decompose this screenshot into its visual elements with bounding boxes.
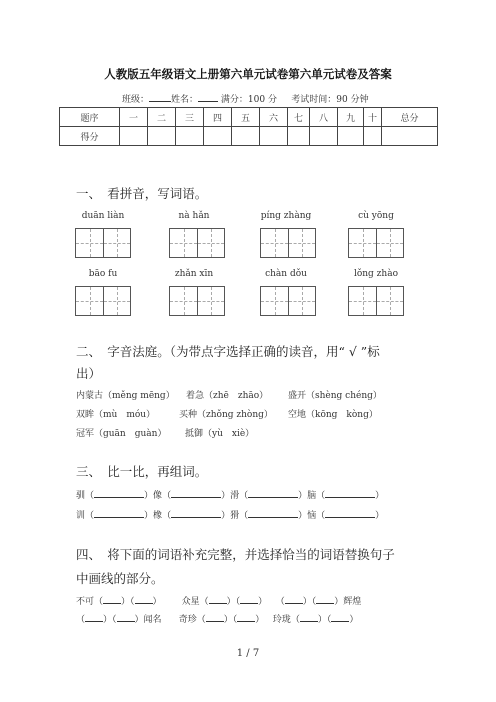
header-cell: 十 <box>364 108 382 127</box>
pronunciation-option[interactable]: 双眸（mù móu） <box>76 410 156 420</box>
header-cell: 题序 <box>60 108 120 127</box>
score-cell[interactable] <box>288 127 310 146</box>
score-cell[interactable] <box>338 127 364 146</box>
pinyin-label: cù yōng <box>358 211 394 221</box>
answer-blank[interactable] <box>171 488 221 498</box>
answer-blank[interactable] <box>300 612 318 622</box>
answer-blank[interactable] <box>171 508 221 518</box>
answer-blank[interactable] <box>325 508 375 518</box>
compare-row-2: 训（ ）橡（ ）猾（ ）恼（ ） <box>76 508 384 521</box>
char-label: 像 <box>153 491 163 501</box>
score-cell[interactable] <box>364 127 382 146</box>
header-cell: 九 <box>338 108 364 127</box>
score-cell[interactable] <box>260 127 288 146</box>
score-cell[interactable] <box>120 127 148 146</box>
idiom-text: 不可 <box>76 597 95 607</box>
pinyin-label: píng zhàng <box>260 211 312 221</box>
char-label: 橡 <box>153 511 163 521</box>
header-cell: 三 <box>176 108 204 127</box>
score-cell[interactable] <box>204 127 232 146</box>
score-table <box>59 107 438 146</box>
idiom-row-1: 不可（ ）（ ） 众星（ ）（ ） （ ）（ ）辉煌 <box>76 594 361 607</box>
answer-blank[interactable] <box>94 488 144 498</box>
name-label: 姓名： <box>171 95 199 105</box>
header-cell: 二 <box>148 108 176 127</box>
writing-grid[interactable] <box>348 228 404 258</box>
section1-heading: 一、 看拼音，写词语。 <box>76 186 208 201</box>
answer-blank[interactable] <box>285 594 303 604</box>
answer-blank[interactable] <box>325 488 375 498</box>
writing-grid[interactable] <box>348 286 404 316</box>
answer-blank[interactable] <box>103 594 121 604</box>
answer-blank[interactable] <box>117 612 135 622</box>
section3-heading: 三、 比一比，再组词。 <box>76 464 208 479</box>
header-cell: 四 <box>204 108 232 127</box>
pinyin-label: duān liàn <box>81 211 125 221</box>
answer-blank[interactable] <box>331 612 349 622</box>
answer-blank[interactable] <box>316 594 334 604</box>
total-score-cell[interactable] <box>382 127 438 146</box>
class-blank[interactable] <box>149 101 171 102</box>
answer-blank[interactable] <box>248 508 298 518</box>
document-title: 人教版五年级语文上册第六单元试卷第六单元试卷及答案 <box>104 67 392 81</box>
section4-heading-line2: 中画线的部分。 <box>76 571 164 586</box>
idiom-text: 众星 <box>181 597 200 607</box>
header-cell: 八 <box>310 108 338 127</box>
answer-blank[interactable] <box>135 594 153 604</box>
pronunciation-option[interactable]: 空地（kōng kòng） <box>288 410 378 420</box>
idiom-text: 辉煌 <box>343 597 362 607</box>
header-cell: 五 <box>232 108 260 127</box>
pinyin-label: lǒng zhào <box>353 269 399 279</box>
pronunciation-option[interactable]: 着急（zhē zhāo） <box>186 391 269 401</box>
answer-blank[interactable] <box>94 508 144 518</box>
char-label: 恼 <box>307 511 317 521</box>
answer-blank[interactable] <box>85 612 103 622</box>
name-blank[interactable] <box>198 101 218 102</box>
idiom-text: 玲珑 <box>272 615 291 625</box>
pronunciation-option[interactable]: 抵御（yù xiè） <box>185 429 255 439</box>
idiom-row-2: （ ）（ ）闻名 奇珍（ ）（ ） 玲珑（ ）（ ） <box>76 612 358 625</box>
header-cell: 六 <box>260 108 288 127</box>
char-label: 滑 <box>230 491 240 501</box>
answer-blank[interactable] <box>237 612 255 622</box>
idiom-text: 闻名 <box>143 615 162 625</box>
exam-info-line <box>122 92 369 105</box>
answer-blank[interactable] <box>209 594 227 604</box>
pronunciation-option[interactable]: 盛开（shèng chéng） <box>288 391 382 401</box>
class-label: 班级： <box>122 95 150 105</box>
score-cell[interactable] <box>232 127 260 146</box>
writing-grid[interactable] <box>75 286 131 316</box>
writing-grid[interactable] <box>75 228 131 258</box>
pronunciation-option[interactable]: 冠军（guān guàn） <box>76 429 167 439</box>
pronunciation-option[interactable]: 买种（zhǒng zhòng） <box>179 410 273 420</box>
page-number: 1 / 7 <box>236 648 260 659</box>
writing-grid[interactable] <box>260 286 316 316</box>
score-table-score-row <box>60 127 438 146</box>
pinyin-label: nà hǎn <box>178 211 210 221</box>
pinyin-label: zhǎn xīn <box>174 269 214 279</box>
score-cell[interactable] <box>148 127 176 146</box>
score-cell[interactable] <box>310 127 338 146</box>
answer-blank[interactable] <box>240 594 258 604</box>
pronunciation-option[interactable]: 内蒙古（měng mēng） <box>76 391 175 401</box>
header-cell: 总分 <box>382 108 438 127</box>
writing-grid[interactable] <box>260 228 316 258</box>
writing-grid[interactable] <box>169 228 225 258</box>
answer-blank[interactable] <box>206 612 224 622</box>
section2-heading-line2: 出） <box>76 366 102 381</box>
header-cell: 一 <box>120 108 148 127</box>
idiom-text: 奇珍 <box>178 615 197 625</box>
answer-blank[interactable] <box>248 488 298 498</box>
section4-heading-line1: 四、 将下面的词语补充完整，并选择恰当的词语替换句子 <box>76 547 395 562</box>
score-row-label: 得分 <box>60 127 120 146</box>
char-label: 猾 <box>230 511 240 521</box>
pinyin-label: chàn dǒu <box>265 269 307 279</box>
header-cell: 七 <box>288 108 310 127</box>
char-label: 驯 <box>76 491 86 501</box>
score-cell[interactable] <box>176 127 204 146</box>
compare-row-1: 驯（ ）像（ ）滑（ ）脑（ ） <box>76 488 384 501</box>
writing-grid[interactable] <box>169 286 225 316</box>
section2-heading-line1: 二、 字音法庭。（为带点字选择正确的读音，用“ √ ”标 <box>76 344 380 359</box>
full-score-label: 满分：100 分 <box>220 95 277 105</box>
char-label: 脑 <box>307 491 317 501</box>
char-label: 训 <box>76 511 86 521</box>
score-table-header-row <box>60 108 438 127</box>
exam-time-label: 考试时间：90 分钟 <box>291 95 369 105</box>
pinyin-label: bāo fu <box>88 269 118 279</box>
